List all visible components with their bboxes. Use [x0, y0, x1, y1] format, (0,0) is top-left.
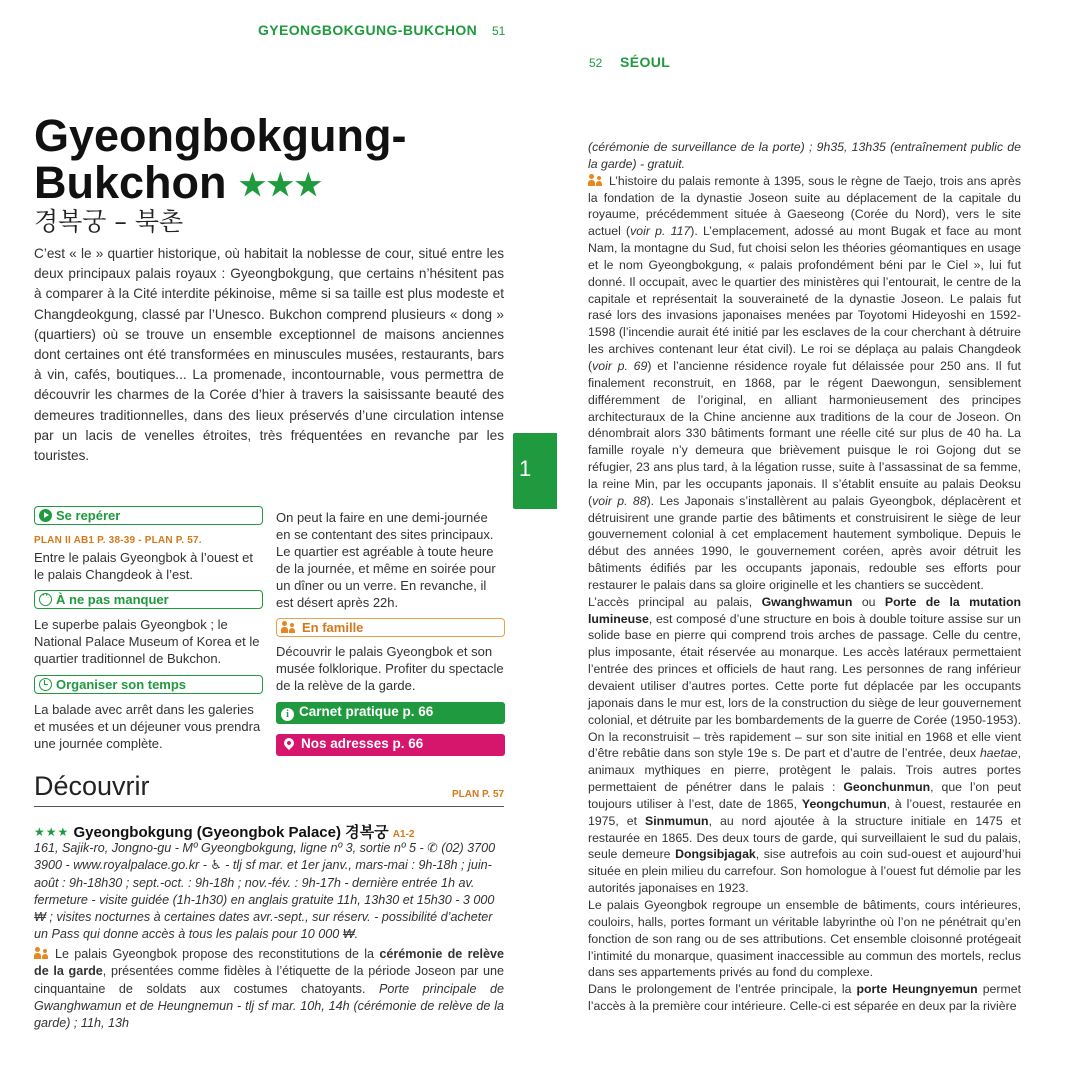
nos-adresses-link[interactable] — [276, 734, 505, 756]
carnet-label: Carnet pratique p. 66 — [299, 704, 434, 719]
smiley-icon — [39, 593, 52, 606]
entry-name: Gyeongbokgung (Gyeongbok Palace) 경복궁 — [73, 824, 389, 841]
title-line-2-text: Bukchon — [34, 157, 227, 208]
page-title — [34, 112, 504, 209]
entry-practical-info: 161, Sajik-ro, Jongno-gu - Mº Gyeongbokgung, ligne nº 3, sortie nº 5 - ✆ (02) 3700 3900 - www.royalpalace.go.kr - ♿ - tlj sf mar. et 1er janv., mars-mai : 9h-18h ; juin-août : 9h-18h30 ; sept.-oct. : 9h-18h ; nov.-fév. : 9h-17h - dernière entrée 1h av. fermeture - visite guidée (1h-1h30) en anglais gratuite 11h, 13h30 et 15h30 - 3 000 ₩ ; visites nocturnes à certaines dates avr.-sept., sur réserv. - possibilité d’acheter un Pass qui donne accès à tous les palais pour 10 000 ₩. — [34, 841, 496, 942]
gate-sinmumun: Sinmumun — [645, 813, 709, 828]
entry-body-text-1: Le palais Gyeongbok propose des reconstitutions de la — [55, 947, 380, 961]
gate-yeongchumun: Yeongchumun — [801, 796, 887, 811]
running-head-city: SÉOUL — [620, 54, 671, 70]
organiser-text: La balade avec arrêt dans les galeries et musées et un déjeuner vous prendra une journée complète. — [34, 702, 261, 751]
history-text-b: ). L’emplacement, adossé au mont Bugak et face au mont Nam, la montagne du Sud, fut choisi selon les théories géomantiques en usage et le nom Gyeongbokgung, « palais profondément béni par le Ciel », lui fut donné. Il occupait, avec le quartier des ministères qui l’entourait, le centre de la capitale et représentait la souveraineté de la dynastie Joseon. Le palais fut rasé lors des invasions japonaises menées par Toyotomi Hideyoshi en 1592-1598 (l’incendie aurait été initié par les esclaves de la cour cherchant à détruire les archives contenant leur état civil). Le roi se déplaça au palais Changdeok ( — [588, 224, 1022, 373]
history-text-d: ). Les Japonais s’installèrent au palais Gyeongbok, déplacèrent et détruisirent une grande partie des bâtiments et construisirent le siège de leur gouvernement colonial à cet emplacement hautement symbolique. Depuis le début des années 1990, le gouvernement coréen, après avoir détruit les bâtiments édifiés par les occupants japonais, redouble ses efforts pour restaurer le palais dans sa gloire originelle et les chantiers se succèdent. — [588, 493, 1021, 592]
rating-stars: ★★★ — [239, 169, 323, 202]
en-famille-text: Découvrir le palais Gyeongbok et son musée folklorique. Profiter du spectacle de la relève de la garde. — [276, 644, 504, 693]
cross-ref-69: voir p. 69 — [592, 358, 648, 373]
chapter-tab: 1 — [513, 433, 557, 509]
carnet-pratique-link[interactable] — [276, 702, 505, 724]
history-text-a: L’histoire du palais remonte à 1395, sous le règne de Taejo, trois ans après la fondation de la dynastie Joseon suite au déplacement de la capitale du royaume, précédemment située à Gaeseong (Corée du Nord), vers le site actuel ( — [588, 173, 1021, 239]
entry-map-ref: A1-2 — [392, 829, 415, 840]
gates-text-c: , est composé d’une structure en bois à double toiture assise sur un solide base en pierre qui comprend trois arches de passage. Celle du centre, plus imposante, était réservée au monarque. Les accès latéraux permettaient l’entrée des princes et officiels de haut rang. Les personnes de rang inférieur devaient utiliser d’autres portes. Cette porte fut déplacée par les occupants japonais dans le mur est, lors de la construction du siège de leur gouvernement colonial, et détruite par les bombardements de la guerre de Corée (1950-1953). On la reconstruisit – très rapidement – sur son site initial en 1968 et elle vient d’être rebâtie dans son style 19e s. De part et d’autre de l’entrée, deux — [588, 611, 1021, 761]
gates-text-a: L’accès principal au palais, — [588, 594, 762, 609]
right-paragraph-3: Le palais Gyeongbok regroupe un ensemble de bâtiments, cours intérieures, couloirs, halls, portes formant un véritable labyrinthe où l’on ne pénétrait qu’en fonction de son rang ou de ses attributions. Cet ensemble cloisonné protégeait l’intimité du monarque, quasiment inaccessible au commun des mortels, reclus dans ses appartements privés au fond du complexe. — [588, 897, 1021, 980]
guard-times: (cérémonie de surveillance de la porte) ; 9h35, 13h35 (entraînement public de la garde) - gratuit. — [588, 140, 1021, 171]
page-number-left: 51 — [492, 24, 506, 38]
ne-pas-manquer-box — [34, 590, 263, 609]
clock-icon — [39, 678, 52, 691]
gates-text-or: ou — [852, 594, 885, 609]
running-head-title: GYEONGBOKGUNG-BUKCHON — [258, 22, 478, 38]
play-icon — [39, 509, 52, 522]
gate-heungnyemun: porte Heungnyemun — [856, 982, 978, 997]
court-text-c: permet l’accès à la première cour intérieure. Celle-ci est séparée en deux par la rivière — [588, 982, 1021, 1014]
se-reperer-text: Entre le palais Gyeongbok à l’ouest et le palais Changdeok à l’est. — [34, 550, 253, 582]
family-icon — [281, 621, 298, 633]
adresses-label: Nos adresses p. 66 — [301, 736, 424, 751]
gates-text-f: , à l’ouest, restaurée en 1975, et — [588, 796, 1021, 828]
right-column-text — [588, 139, 1021, 1015]
map-pin-icon — [282, 736, 296, 750]
right-paragraph-4 — [588, 981, 1021, 1015]
organiser-label: Organiser son temps — [56, 677, 187, 692]
gate-gwanghwamun: Gwanghwamun — [761, 594, 853, 609]
tower-dongsibjagak: Dongsibjagak — [675, 847, 756, 862]
se-reperer-label: Se repérer — [56, 508, 121, 523]
cross-ref-117: voir p. 117 — [630, 224, 691, 239]
cross-ref-88: voir p. 88 — [592, 493, 647, 508]
gate-geonchunmun: Geonchunmun — [843, 780, 931, 795]
info-icon: i — [281, 708, 294, 721]
family-icon — [34, 947, 51, 959]
entry-stars: ★★★ — [34, 825, 70, 839]
family-icon — [588, 174, 605, 186]
haetae-term: haetae — [979, 746, 1018, 761]
gates-text-e: , que l’on peut toujours utiliser à l’est, date de 1865, — [588, 780, 1021, 811]
right-paragraph-0 — [588, 139, 1021, 173]
history-text-c: ) et l’ancienne résidence royale fut délaissée pour 250 ans. Il fut finalement reconstruit, en 1868, par le régent Daewongun, sensiblement différemment de l’original, en alliant harmonieusement des principes architecturaux de la Chine ancienne aux traditions de la cour de Joseon. On dénombrait alors 330 bâtiments formant une réelle cité sur plus de 40 ha. La famille royale n’y demeura que brièvement puisque le roi Gojong dut se réfugier, 23 ans plus tard, à la légation russe, suite à l’assassinat de sa femme, la reine Min, par les occupants japonais. Il s’établit ensuite au palais Deoksu ( — [588, 358, 1021, 508]
entry-body — [34, 946, 504, 1032]
intro-paragraph: C’est « le » quartier historique, où habitait la noblesse de cour, situé entre les deux principaux palais royaux : Gyeongbokgung, que certains n’hésitent pas à comparer à la Cité interdite pékinoise, même si sa taille est plus modeste et Changdeokgung, classé par l’Unesco. Bukchon comprend plusieurs « dong » (quartiers) où se trouve un ensemble exceptionnel de maisons anciennes dont certaines ont été transformées en minuscules musées, restaurants, bars à vin, cafés, boutiques... La promenade, incontournable, vous permettra de découvrir les charmes de la Corée d’hier à travers la saisissante beauté des demeures traditionnelles, dans des lieux préservés d’une circulation intense par un lacis de venelles étroites, très fréquentées en revanche par les touristes. — [34, 246, 504, 464]
page-number-right: 52 — [589, 56, 603, 70]
demi-journee-text: On peut la faire en une demi-journée en se contentant des sites principaux. Le quartier est agréable à toute heure de la journée, et même en soirée pour un dîner ou un verre. En revanche, il est désert après 22h. — [276, 510, 496, 610]
section-heading: Découvrir — [34, 771, 150, 801]
entry-body-text-2: , présentées comme fidèles à l’étiquette de la période Joseon par une cinquantaine de soldats aux costumes chatoyants. — [34, 964, 504, 996]
entry-heading — [34, 821, 414, 842]
se-reperer-box — [34, 506, 263, 525]
right-paragraph-1 — [588, 173, 1021, 594]
korean-title: 경복궁 – 북촌 — [34, 207, 184, 236]
en-famille-label: En famille — [302, 620, 364, 635]
gates-text-d: , animaux mythiques en pierre, protègent le palais. Trois autres portes permettaient de pénétrer dans le palais : — [588, 746, 1021, 795]
entry-body-italic: Porte principale de Gwanghwamun et de Heungnemun - tlj sf mar. 10h, 14h (cérémonie de relève de la garde) ; 11h, 13h — [34, 981, 504, 1031]
entry-body-bold: cérémonie de relève de la garde — [34, 947, 504, 979]
gates-text-g: , au nord ajoutée à la structure initiale en 1475 et restaurée en 1865. Des deux tours de garde, qui surveillaient le sud du palais, seule demeure — [588, 813, 1021, 862]
gate-mutation: Porte de la mutation lumineuse — [588, 594, 1022, 626]
gates-text-h: , sise autrefois au coin sud-ouest et aujourd’hui située en plein milieu du carrefour. Son homologue à l’ouest fut démolie par les autorités japonaises en 1923. — [588, 847, 1022, 896]
plan-reference: PLAN II AB1 P. 38-39 - PLAN P. 57. — [34, 535, 202, 546]
section-divider — [34, 806, 504, 807]
right-paragraph-2 — [588, 594, 1021, 897]
en-famille-box — [276, 618, 505, 637]
ne-pas-manquer-label: À ne pas manquer — [56, 592, 169, 607]
section-plan-ref: PLAN P. 57 — [452, 789, 505, 800]
court-text-a: Dans le prolongement de l’entrée principale, la — [588, 982, 857, 997]
title-line-1: Gyeongbokgung- — [34, 110, 407, 161]
ne-pas-manquer-text: Le superbe palais Gyeongbok ; le National Palace Museum of Korea et le quartier traditionnel de Bukchon. — [34, 617, 260, 666]
organiser-box — [34, 675, 263, 694]
